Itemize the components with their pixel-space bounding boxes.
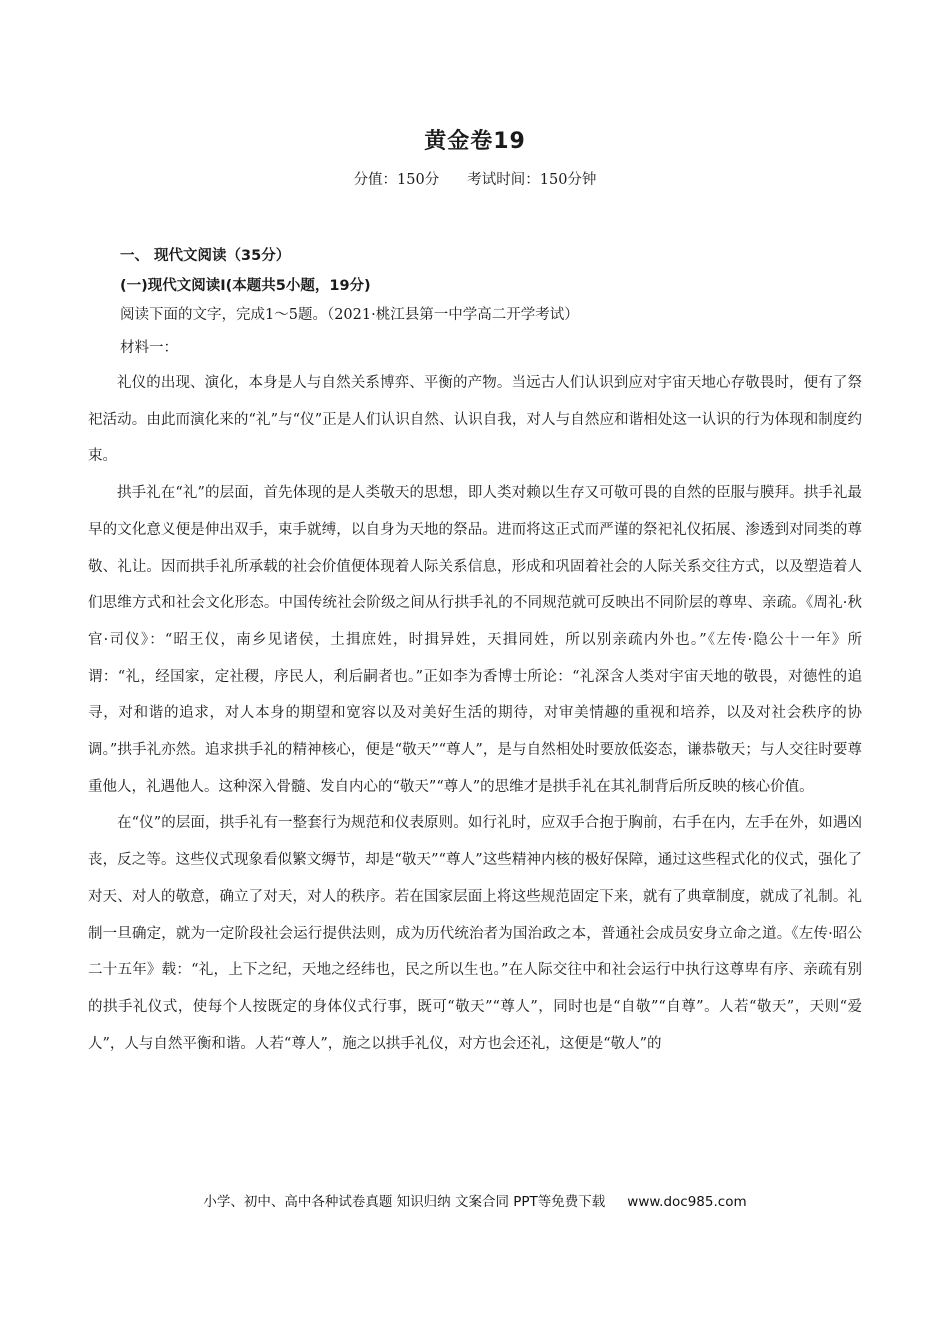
- section-heading: 一、 现代文阅读（35分）: [120, 248, 291, 264]
- time-info: 考试时间：150分钟: [467, 172, 597, 188]
- material-label: 材料一：: [120, 340, 178, 356]
- footer-url: www.doc985.com: [627, 1194, 747, 1210]
- page-footer: [0, 1190, 950, 1210]
- footer-text: 小学、初中、高中各种试卷真题 知识归纳 文案合同 PPT等免费下载: [203, 1194, 606, 1210]
- paragraph: 拱手礼在“礼”的层面，首先体现的是人类敬天的思想，即人类对赖以生存又可敬可畏的自然的臣服与膜拜。拱手礼最早的文化意义便是伸出双手，束手就缚，以自身为天地的祭品。进而将这正式而严谨的祭祀礼仪拓展、渗透到对同类的尊敬、礼让。因而拱手礼所承载的社会价值便体现着人际关系信息，形成和巩固着社会的人际关系交往方式，以及塑造着人们思维方式和社会文化形态。中国传统社会阶级之间从行拱手礼的不同规范就可反映出不同阶层的尊卑、亲疏。《周礼·秋官·司仪》：“昭王仪，南乡见诸侯，土揖庶姓，时揖异姓，天揖同姓，所以别亲疏内外也。”《左传·隐公十一年》所谓：“礼，经国家，定社稷，序民人，利后嗣者也。”正如李为香博士所论：“礼深含人类对宇宙天地的敬畏，对德性的追寻，对和谐的追求，对人本身的期望和宽容以及对美好生活的期待，对审美情趣的重视和培养，以及对社会秩序的协调。”拱手礼亦然。追求拱手礼的精神核心，便是“敬天”“尊人”，是与自然相处时要放低姿态，谦恭敬天；与人交往时要尊重他人，礼遇他人。这种深入骨髓、发自内心的“敬天”“尊人”的思维才是拱手礼在其礼制背后所反映的核心价值。: [88, 485, 862, 795]
- paragraph: 在“仪”的层面，拱手礼有一整套行为规范和仪表原则。如行礼时，应双手合抱于胸前，右手在内，左手在外，如遇凶丧，反之等。这些仪式现象看似繁文缛节，却是“敬天”“尊人”这些精神内核的极好保障，通过这些程式化的仪式，强化了对天、对人的敬意，确立了对天，对人的秩序。若在国家层面上将这些规范固定下来，就有了典章制度，就成了礼制。礼制一旦确定，就为一定阶段社会运行提供法则，成为历代统治者为国治政之本，普通社会成员安身立命之道。《左传·昭公二十五年》载：“礼，上下之纪，天地之经纬也，民之所以生也。”在人际交往中和社会运行中执行这尊卑有序、亲疏有别的拱手礼仪式，使每个人按既定的身体仪式行事，既可“敬天”“尊人”，同时也是“自敬”“自尊”。人若“敬天”，天则“爱人”，人与自然平衡和谐。人若“尊人”，施之以拱手礼仪，对方也会还礼，这便是“敬人”的: [88, 815, 862, 1052]
- score-info: 分值：150分: [353, 172, 440, 188]
- exam-meta: [0, 168, 950, 189]
- passage-body: [88, 365, 862, 1062]
- paragraph: 礼仪的出现、演化，本身是人与自然关系博弈、平衡的产物。当远古人们认识到应对宇宙天地心存敬畏时，便有了祭祀活动。由此而演化来的“礼”与“仪”正是人们认识自然、认识自我，对人与自然应和谐相处这一认识的行为体现和制度约束。: [88, 375, 862, 465]
- reading-instruction: 阅读下面的文字，完成1～5题。（2021·桃江县第一中学高二开学考试）: [120, 307, 579, 323]
- page-title: 黄金卷19: [424, 129, 526, 154]
- sub-section-heading: (一)现代文阅读Ⅰ(本题共5小题，19分): [120, 278, 371, 294]
